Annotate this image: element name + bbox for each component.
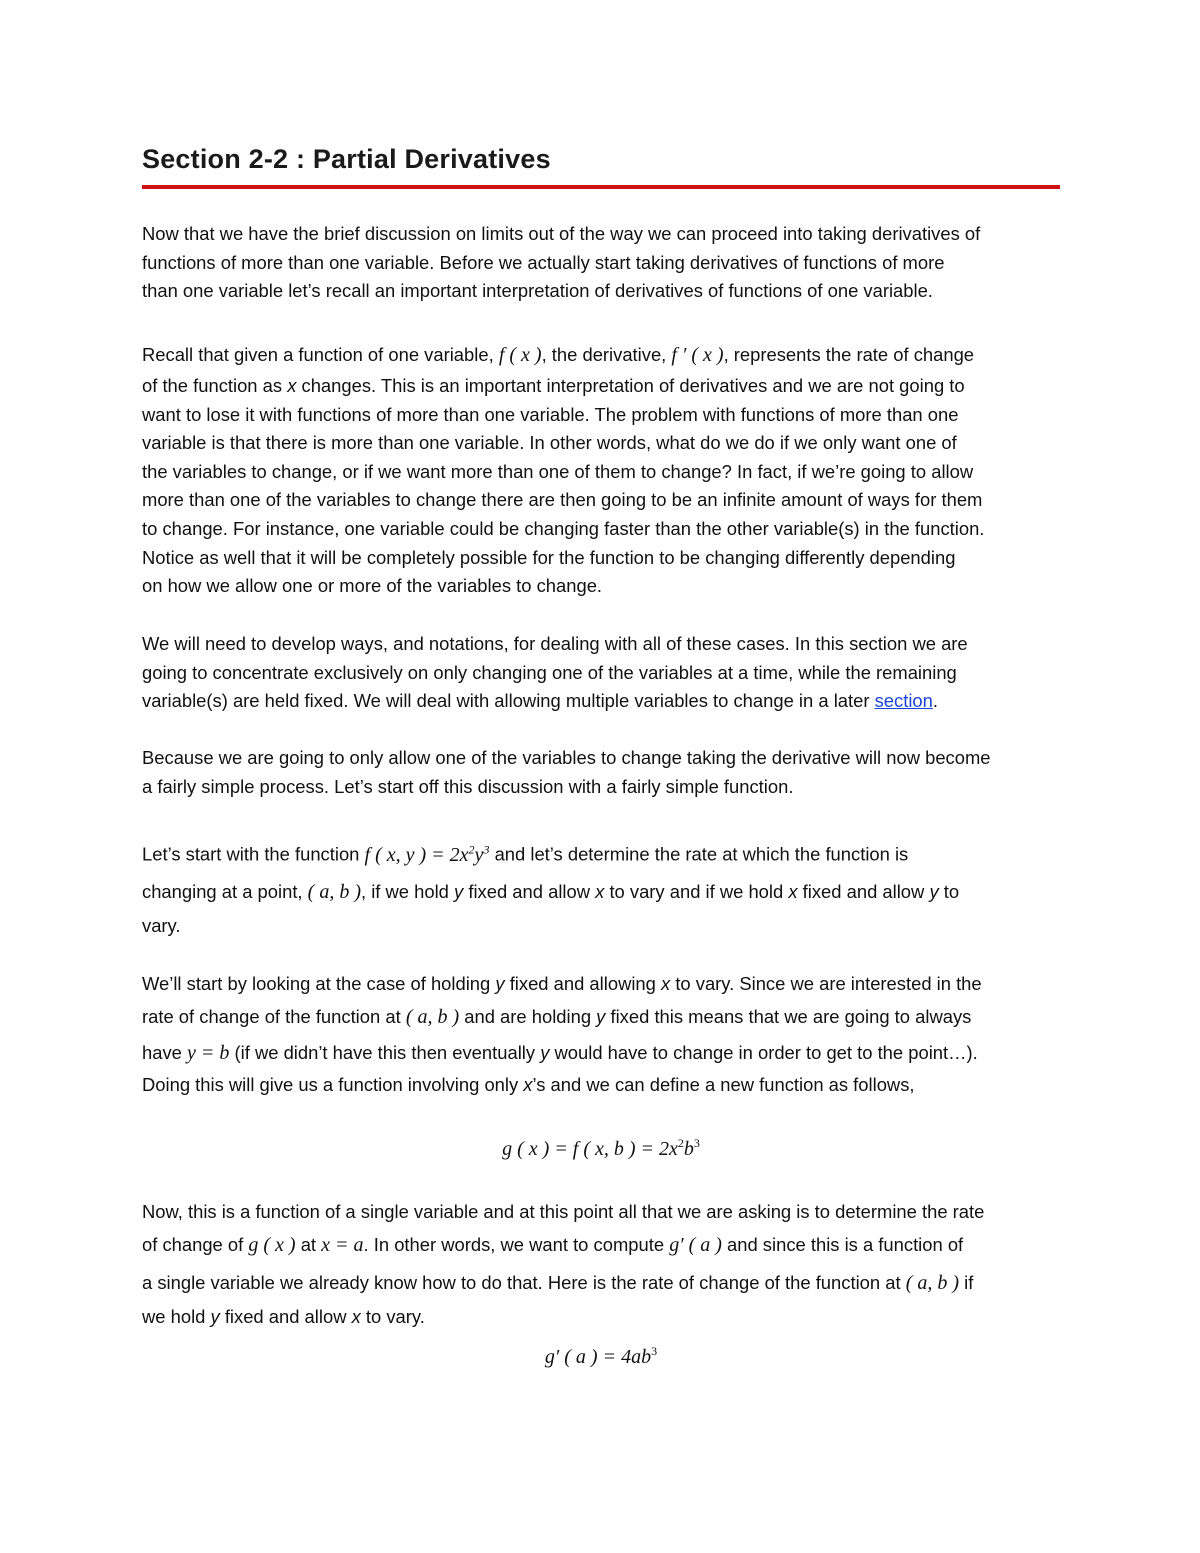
math-point-ab: ( a, b ) bbox=[307, 880, 361, 903]
math-x-equals-a: x = a bbox=[321, 1233, 364, 1256]
text-line: Because we are going to only allow one of the variables to change taking the derivative will now become bbox=[142, 747, 991, 768]
text-line: than one variable let’s recall an important interpretation of derivatives of functions of one variable. bbox=[142, 280, 933, 302]
text-line: the variables to change, or if we want more than one of them to change? In fact, if we’re going to allow bbox=[142, 460, 974, 482]
text-line: Notice as well that it will be completely possible for the function to be changing differently depending bbox=[142, 546, 956, 568]
section-title: Section 2-2 : Partial Derivatives bbox=[142, 144, 551, 174]
math-point-ab: ( a, b ) bbox=[905, 1271, 960, 1294]
math-g-prime-a: g′ ( a ) bbox=[669, 1233, 722, 1256]
paragraph-because bbox=[142, 744, 1060, 801]
paragraph-single-variable: Now, this is a function of a single variable and at this point all that we are asking is to determine the rate of change of g ( x ) at x = a. In other words, we want to compute g′ ( a ) and since this is a function of a single variable we already know how to do that. Here is the rate of change of the function at ( a, b ) if we hold y fixed and allow x to vary. bbox=[142, 1198, 1060, 1331]
title-underline-rule bbox=[142, 185, 1060, 189]
text-line: variable is that there is more than one variable. In other words, what do we do if we only want one of bbox=[142, 432, 957, 454]
math-f-of-x: f ( x ) bbox=[498, 344, 542, 366]
math-y-equals-b: y = b bbox=[187, 1041, 230, 1064]
text-line: We will need to develop ways, and notations, for dealing with all of these cases. In this section we are bbox=[142, 633, 968, 654]
paragraph-recall: Recall that given a function of one variable, f ( x ), the derivative, f ′ ( x ), represents the rate of change of the function as x changes. This is an important interpretation of derivatives and we are not going to want to lose it with functions of more than one variable. The problem with functions of more than one variable is that there is more than one variable. In other words, what do we do if we only want one of the variables to change, or if we want more than one of them to change? In fact, if we’re going to allow more than one of the variables to change there are then going to be an infinite amount of ways for them to change. For instance, one variable could be changing faster than the other variable(s) in the function. Notice as well that it will be completely possible for the function to be changing differently depending on how we allow one or more of the variables to change. bbox=[142, 338, 1060, 601]
text-line: going to concentrate exclusively on only changing one of the variables at a time, while the remaining bbox=[142, 661, 957, 683]
text-line: Now, this is a function of a single variable and at this point all that we are asking is to determine the rate bbox=[142, 1201, 985, 1222]
math-point-ab: ( a, b ) bbox=[405, 1005, 460, 1028]
paragraph-function: Let’s start with the function f ( x, y ) = $2x^2y^3$ and let’s determine the rate at which the function is changing at a point, ( a, b ), if we hold y fixed and allow x to vary and if we hold x fixed and allow y to vary. bbox=[142, 832, 1060, 940]
math-f-xy: f ( x, y ) = $2x^2y^3$ bbox=[364, 842, 490, 866]
paragraph-intro bbox=[142, 220, 1060, 306]
text-line: want to lose it with functions of more than one variable. The problem with functions of more than one bbox=[142, 403, 959, 425]
math-g-of-x: g ( x ) bbox=[248, 1233, 296, 1256]
text-line: Now that we have the brief discussion on limits out of the way we can proceed into taking derivatives of bbox=[142, 223, 981, 244]
text-line: functions of more than one variable. Before we actually start taking derivatives of functions of more bbox=[142, 251, 945, 273]
equation-g-prime-a: g′ ( a ) = $4ab^3$ bbox=[544, 1344, 658, 1368]
paragraph-notations: We will need to develop ways, and notations, for dealing with all of these cases. In this section we are going to concentrate exclusively on only changing one of the variables at a time, while the remaining variable(s) are held fixed. We will deal with allowing multiple variables to change in a later section. bbox=[142, 630, 1060, 716]
text-line: to change. For instance, one variable could be changing faster than the other variable(s) in the function. bbox=[142, 517, 985, 539]
text-line: vary. bbox=[142, 914, 181, 936]
text-line: more than one of the variables to change there are then going to be an infinite amount of ways for them bbox=[142, 489, 983, 511]
text-line: on how we allow one or more of the variables to change. bbox=[142, 575, 603, 597]
equation-g-of-x: g ( x ) = f ( x, b ) = $2x^2b^3$ bbox=[502, 1136, 700, 1160]
paragraph-holding-y: We’ll start by looking at the case of holding y fixed and allowing x to vary. Since we are interested in the rate of change of the function at ( a, b ) and are holding y fixed this means that we are going to always have y = b (if we didn’t have this then eventually y would have to change in order to get to the point…). Doing this will give us a function involving only x’s and we can define a new function as follows, bbox=[142, 973, 982, 1095]
math-f-prime-of-x: f ′ ( x ) bbox=[671, 344, 724, 366]
text-line: a fairly simple process. Let’s start off this discussion with a fairly simple function. bbox=[142, 775, 794, 797]
section-link[interactable]: section bbox=[874, 690, 933, 712]
